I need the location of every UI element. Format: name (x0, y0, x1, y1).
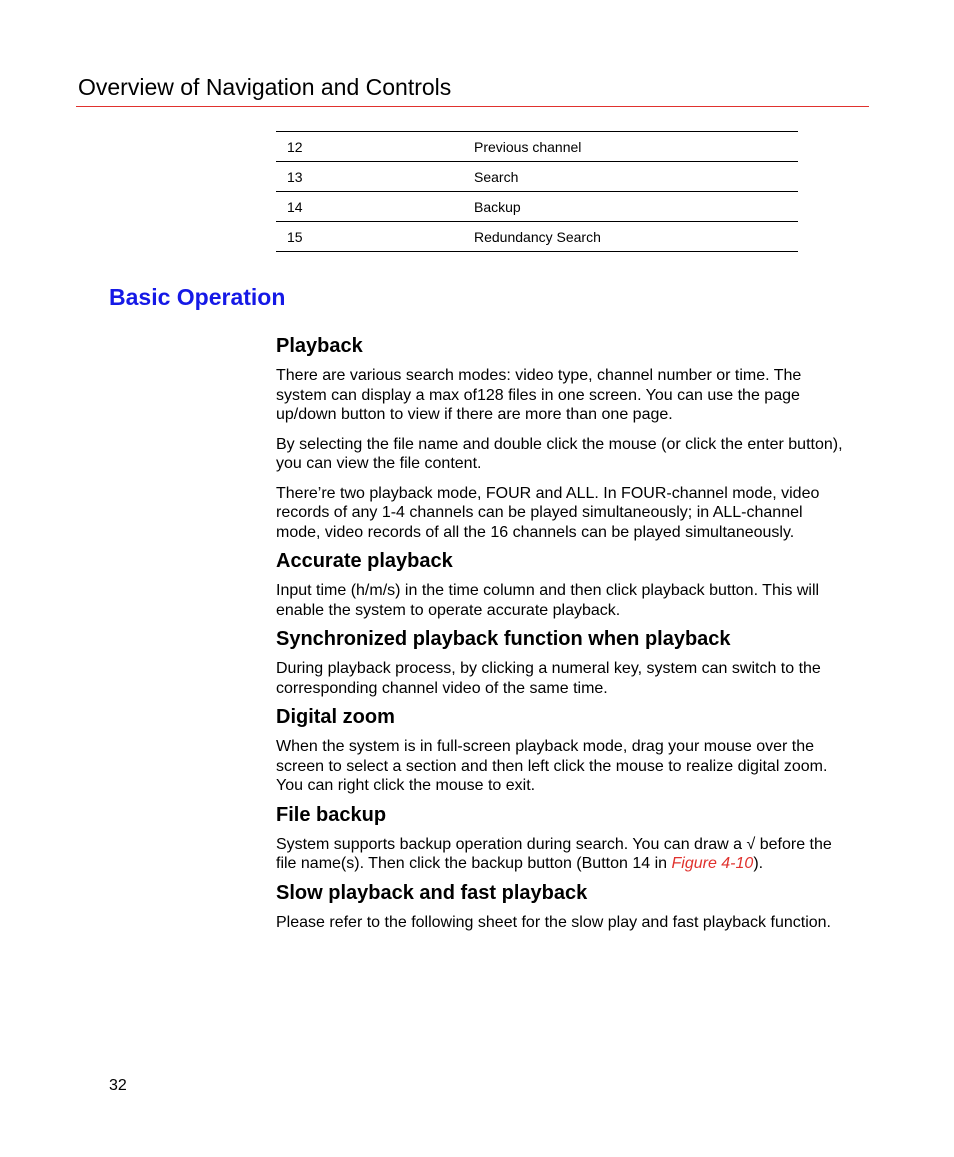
file-backup-text-after: ). (753, 855, 764, 872)
sync-playback-heading: Synchronized playback function when playback (276, 628, 731, 650)
table-row (276, 162, 798, 192)
playback-paragraph-3: There’re two playback mode, FOUR and ALL. In FOUR-channel mode, video records of any 1-4 channels can be played simultaneously; in ALL-channel mode, video records of all the 16 channels can be played simultaneously. (276, 484, 820, 541)
accurate-playback-paragraph: Input time (h/m/s) in the time column and then click playback button. This will enable the system to operate accurate playback. (276, 582, 820, 619)
controls-table (276, 131, 798, 252)
file-backup-text-before: System supports backup operation during search. You can draw a √ before the file name(s). Then click the backup button (Button 14 in (276, 835, 832, 872)
playback-heading: Playback (276, 335, 363, 357)
table-cell-label: Previous channel (463, 132, 798, 162)
table-cell-number: 15 (276, 222, 463, 252)
table-cell-label: Search (463, 162, 798, 192)
table-cell-number: 14 (276, 192, 463, 222)
page-header-title: Overview of Navigation and Controls (78, 74, 452, 100)
file-backup-paragraph (276, 835, 846, 874)
slow-fast-playback-heading: Slow playback and fast playback (276, 881, 588, 904)
section-title: Basic Operation (109, 284, 286, 310)
accurate-playback-heading: Accurate playback (276, 550, 453, 572)
table-cell-label: Backup (463, 192, 798, 222)
sync-playback-paragraph: During playback process, by clicking a numeral key, system can switch to the corresponding channel video of the same time. (276, 660, 821, 697)
table-cell-label: Redundancy Search (463, 222, 798, 252)
digital-zoom-heading: Digital zoom (276, 706, 395, 728)
section-content (276, 333, 846, 942)
playback-paragraph-2: By selecting the file name and double click the mouse (or click the enter button), you can view the file content. (276, 435, 843, 472)
table-row (276, 132, 798, 162)
slow-fast-playback-paragraph: Please refer to the following sheet for the slow play and fast playback function. (276, 913, 831, 931)
file-backup-heading: File backup (276, 803, 387, 826)
figure-4-10-link[interactable]: Figure 4-10 (671, 855, 754, 872)
playback-paragraph-1: There are various search modes: video type, channel number or time. The system can display a max of128 files in one screen. You can use the page up/down button to view if there are more than one page. (276, 367, 802, 423)
digital-zoom-paragraph: When the system is in full-screen playback mode, drag your mouse over the screen to select a section and then left click the mouse to realize digital zoom. You can right click the mouse to exit. (276, 738, 828, 794)
table-row (276, 222, 798, 252)
table-cell-number: 12 (276, 132, 463, 162)
page-number: 32 (109, 1077, 127, 1094)
table-row (276, 192, 798, 222)
header-divider (76, 106, 869, 107)
table-cell-number: 13 (276, 162, 463, 192)
